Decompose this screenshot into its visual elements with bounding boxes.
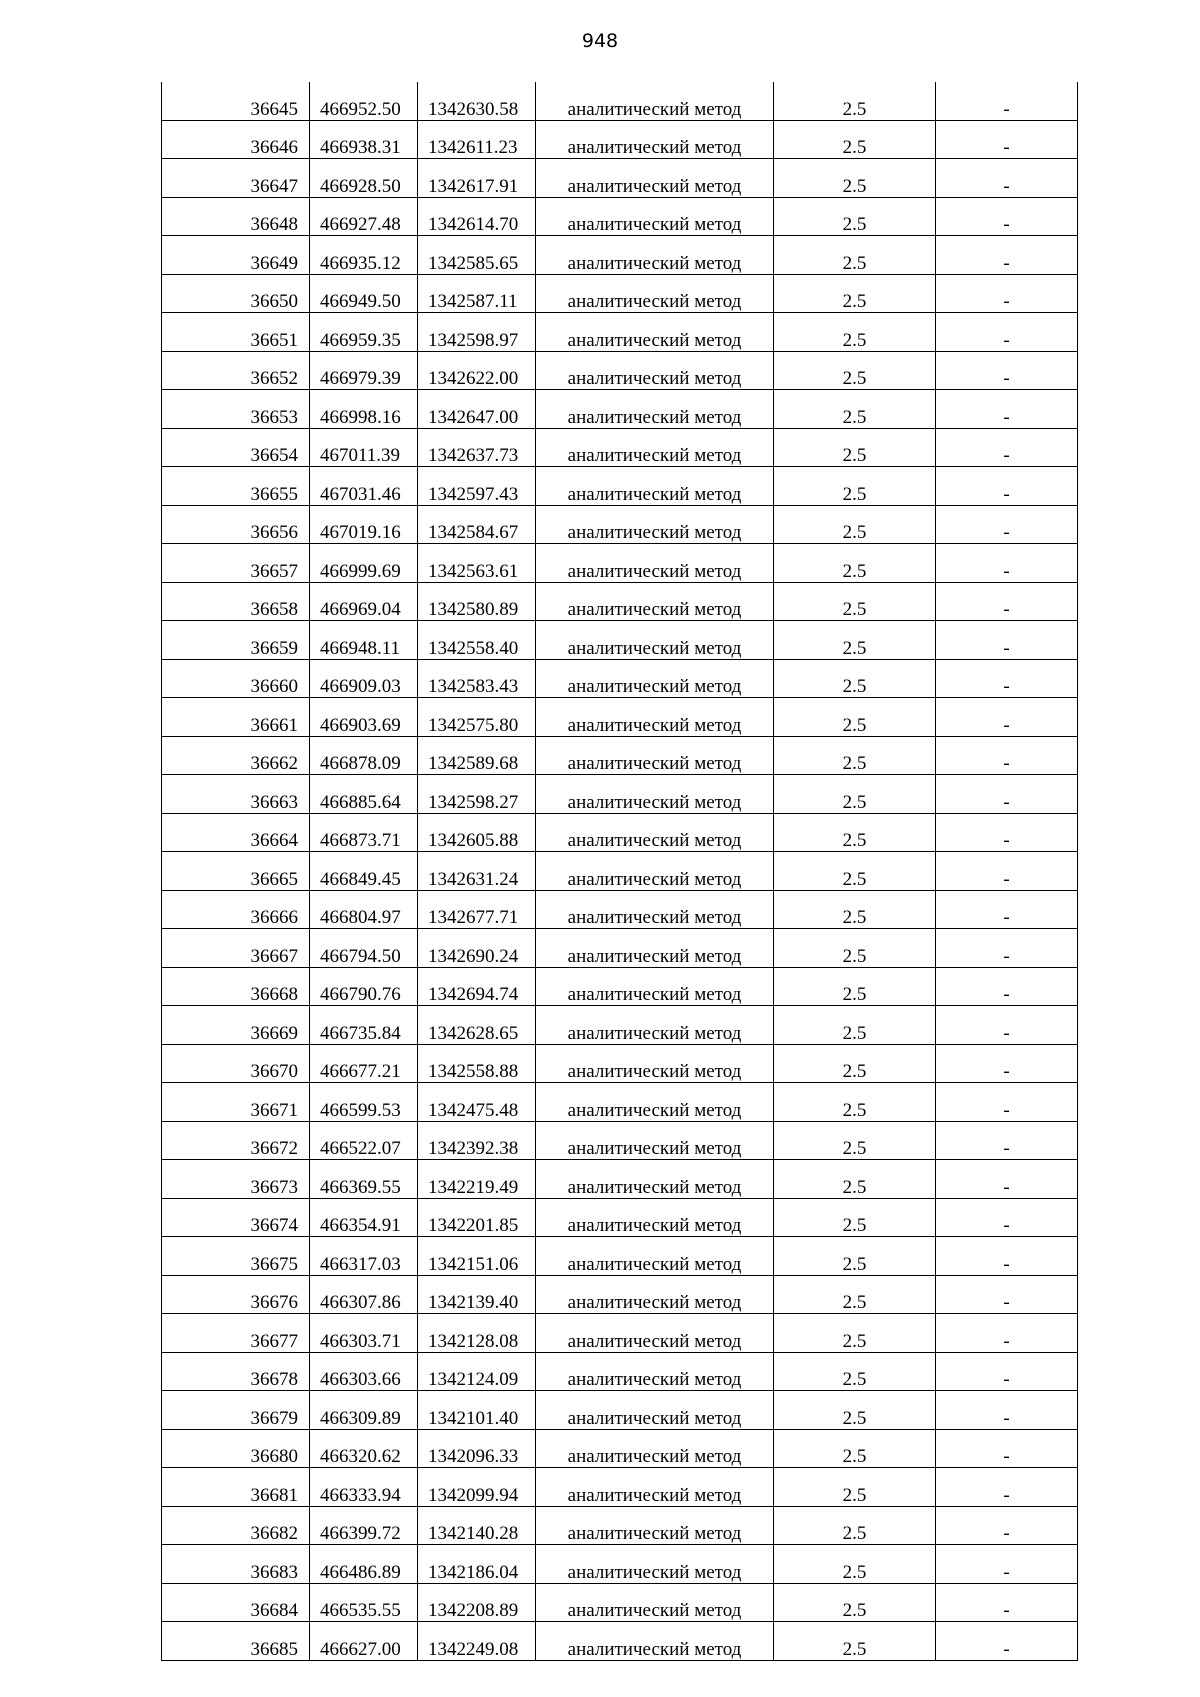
accuracy-cell: 2.5 <box>774 197 936 236</box>
table-row <box>162 428 1078 467</box>
table-row <box>162 967 1078 1006</box>
table-row <box>162 1468 1078 1507</box>
note-cell: - <box>936 582 1078 621</box>
point-number-cell: 36674 <box>162 1198 310 1237</box>
point-number-cell: 36675 <box>162 1237 310 1276</box>
accuracy-cell: 2.5 <box>774 1275 936 1314</box>
y-coordinate-cell: 1342637.73 <box>418 428 536 467</box>
y-coordinate-cell: 1342208.89 <box>418 1583 536 1622</box>
x-coordinate-cell: 466999.69 <box>310 544 418 583</box>
x-coordinate-cell: 466677.21 <box>310 1044 418 1083</box>
x-coordinate-cell: 466948.11 <box>310 621 418 660</box>
x-coordinate-cell: 467019.16 <box>310 505 418 544</box>
table-row <box>162 120 1078 159</box>
note-cell: - <box>936 505 1078 544</box>
note-cell: - <box>936 274 1078 313</box>
method-cell: аналитический метод <box>536 1275 774 1314</box>
table-row <box>162 621 1078 660</box>
x-coordinate-cell: 466303.71 <box>310 1314 418 1353</box>
point-number-cell: 36678 <box>162 1352 310 1391</box>
x-coordinate-cell: 467031.46 <box>310 467 418 506</box>
accuracy-cell: 2.5 <box>774 621 936 660</box>
y-coordinate-cell: 1342392.38 <box>418 1121 536 1160</box>
x-coordinate-cell: 466333.94 <box>310 1468 418 1507</box>
method-cell: аналитический метод <box>536 351 774 390</box>
x-coordinate-cell: 466303.66 <box>310 1352 418 1391</box>
note-cell: - <box>936 351 1078 390</box>
y-coordinate-cell: 1342598.27 <box>418 775 536 814</box>
point-number-cell: 36682 <box>162 1506 310 1545</box>
point-number-cell: 36683 <box>162 1545 310 1584</box>
table-row <box>162 313 1078 352</box>
x-coordinate-cell: 466535.55 <box>310 1583 418 1622</box>
note-cell: - <box>936 159 1078 198</box>
method-cell: аналитический метод <box>536 467 774 506</box>
accuracy-cell: 2.5 <box>774 1006 936 1045</box>
method-cell: аналитический метод <box>536 82 774 120</box>
x-coordinate-cell: 466354.91 <box>310 1198 418 1237</box>
point-number-cell: 36661 <box>162 698 310 737</box>
y-coordinate-cell: 1342124.09 <box>418 1352 536 1391</box>
table-row <box>162 1198 1078 1237</box>
method-cell: аналитический метод <box>536 1352 774 1391</box>
note-cell: - <box>936 736 1078 775</box>
point-number-cell: 36668 <box>162 967 310 1006</box>
point-number-cell: 36656 <box>162 505 310 544</box>
point-number-cell: 36658 <box>162 582 310 621</box>
table-row <box>162 736 1078 775</box>
table-row <box>162 775 1078 814</box>
accuracy-cell: 2.5 <box>774 236 936 275</box>
table-row <box>162 1275 1078 1314</box>
point-number-cell: 36654 <box>162 428 310 467</box>
x-coordinate-cell: 466790.76 <box>310 967 418 1006</box>
x-coordinate-cell: 466998.16 <box>310 390 418 429</box>
table-row <box>162 582 1078 621</box>
y-coordinate-cell: 1342694.74 <box>418 967 536 1006</box>
note-cell: - <box>936 621 1078 660</box>
accuracy-cell: 2.5 <box>774 929 936 968</box>
y-coordinate-cell: 1342201.85 <box>418 1198 536 1237</box>
y-coordinate-cell: 1342690.24 <box>418 929 536 968</box>
accuracy-cell: 2.5 <box>774 1622 936 1661</box>
method-cell: аналитический метод <box>536 544 774 583</box>
note-cell: - <box>936 1198 1078 1237</box>
x-coordinate-cell: 466627.00 <box>310 1622 418 1661</box>
method-cell: аналитический метод <box>536 1044 774 1083</box>
point-number-cell: 36673 <box>162 1160 310 1199</box>
point-number-cell: 36666 <box>162 890 310 929</box>
y-coordinate-cell: 1342575.80 <box>418 698 536 737</box>
x-coordinate-cell: 466804.97 <box>310 890 418 929</box>
table-row <box>162 929 1078 968</box>
point-number-cell: 36660 <box>162 659 310 698</box>
method-cell: аналитический метод <box>536 852 774 891</box>
y-coordinate-cell: 1342622.00 <box>418 351 536 390</box>
point-number-cell: 36650 <box>162 274 310 313</box>
table-row <box>162 1314 1078 1353</box>
point-number-cell: 36651 <box>162 313 310 352</box>
accuracy-cell: 2.5 <box>774 813 936 852</box>
x-coordinate-cell: 466903.69 <box>310 698 418 737</box>
method-cell: аналитический метод <box>536 582 774 621</box>
table-row <box>162 1083 1078 1122</box>
accuracy-cell: 2.5 <box>774 274 936 313</box>
note-cell: - <box>936 1583 1078 1622</box>
method-cell: аналитический метод <box>536 1198 774 1237</box>
accuracy-cell: 2.5 <box>774 159 936 198</box>
note-cell: - <box>936 1083 1078 1122</box>
method-cell: аналитический метод <box>536 120 774 159</box>
accuracy-cell: 2.5 <box>774 390 936 429</box>
method-cell: аналитический метод <box>536 505 774 544</box>
x-coordinate-cell: 466399.72 <box>310 1506 418 1545</box>
x-coordinate-cell: 466307.86 <box>310 1275 418 1314</box>
method-cell: аналитический метод <box>536 313 774 352</box>
method-cell: аналитический метод <box>536 390 774 429</box>
accuracy-cell: 2.5 <box>774 505 936 544</box>
table-row <box>162 159 1078 198</box>
x-coordinate-cell: 466486.89 <box>310 1545 418 1584</box>
point-number-cell: 36670 <box>162 1044 310 1083</box>
note-cell: - <box>936 1044 1078 1083</box>
x-coordinate-cell: 466320.62 <box>310 1429 418 1468</box>
note-cell: - <box>936 1160 1078 1199</box>
y-coordinate-cell: 1342096.33 <box>418 1429 536 1468</box>
point-number-cell: 36667 <box>162 929 310 968</box>
method-cell: аналитический метод <box>536 1545 774 1584</box>
x-coordinate-cell: 466309.89 <box>310 1391 418 1430</box>
table-row <box>162 467 1078 506</box>
accuracy-cell: 2.5 <box>774 582 936 621</box>
accuracy-cell: 2.5 <box>774 351 936 390</box>
table-row <box>162 82 1078 120</box>
note-cell: - <box>936 1237 1078 1276</box>
point-number-cell: 36681 <box>162 1468 310 1507</box>
table-row <box>162 1506 1078 1545</box>
y-coordinate-cell: 1342584.67 <box>418 505 536 544</box>
y-coordinate-cell: 1342128.08 <box>418 1314 536 1353</box>
note-cell: - <box>936 313 1078 352</box>
method-cell: аналитический метод <box>536 813 774 852</box>
note-cell: - <box>936 428 1078 467</box>
table-row <box>162 197 1078 236</box>
method-cell: аналитический метод <box>536 775 774 814</box>
accuracy-cell: 2.5 <box>774 313 936 352</box>
accuracy-cell: 2.5 <box>774 428 936 467</box>
table-row <box>162 274 1078 313</box>
x-coordinate-cell: 466959.35 <box>310 313 418 352</box>
note-cell: - <box>936 1121 1078 1160</box>
point-number-cell: 36679 <box>162 1391 310 1430</box>
note-cell: - <box>936 775 1078 814</box>
table-row <box>162 236 1078 275</box>
method-cell: аналитический метод <box>536 1006 774 1045</box>
x-coordinate-cell: 466794.50 <box>310 929 418 968</box>
method-cell: аналитический метод <box>536 1314 774 1353</box>
table-row <box>162 890 1078 929</box>
method-cell: аналитический метод <box>536 1468 774 1507</box>
y-coordinate-cell: 1342597.43 <box>418 467 536 506</box>
table-row <box>162 1044 1078 1083</box>
point-number-cell: 36657 <box>162 544 310 583</box>
note-cell: - <box>936 236 1078 275</box>
x-coordinate-cell: 467011.39 <box>310 428 418 467</box>
x-coordinate-cell: 466873.71 <box>310 813 418 852</box>
accuracy-cell: 2.5 <box>774 698 936 737</box>
y-coordinate-cell: 1342611.23 <box>418 120 536 159</box>
x-coordinate-cell: 466849.45 <box>310 852 418 891</box>
table-row <box>162 1352 1078 1391</box>
y-coordinate-cell: 1342186.04 <box>418 1545 536 1584</box>
table-row <box>162 659 1078 698</box>
point-number-cell: 36646 <box>162 120 310 159</box>
x-coordinate-cell: 466969.04 <box>310 582 418 621</box>
accuracy-cell: 2.5 <box>774 467 936 506</box>
method-cell: аналитический метод <box>536 1391 774 1430</box>
y-coordinate-cell: 1342598.97 <box>418 313 536 352</box>
note-cell: - <box>936 1314 1078 1353</box>
y-coordinate-cell: 1342101.40 <box>418 1391 536 1430</box>
note-cell: - <box>936 120 1078 159</box>
note-cell: - <box>936 659 1078 698</box>
table-row <box>162 390 1078 429</box>
y-coordinate-cell: 1342630.58 <box>418 82 536 120</box>
note-cell: - <box>936 1391 1078 1430</box>
table-row <box>162 351 1078 390</box>
y-coordinate-cell: 1342631.24 <box>418 852 536 891</box>
coordinates-table <box>161 82 1078 1661</box>
method-cell: аналитический метод <box>536 1083 774 1122</box>
y-coordinate-cell: 1342475.48 <box>418 1083 536 1122</box>
table-row <box>162 1237 1078 1276</box>
point-number-cell: 36685 <box>162 1622 310 1661</box>
y-coordinate-cell: 1342151.06 <box>418 1237 536 1276</box>
accuracy-cell: 2.5 <box>774 1391 936 1430</box>
accuracy-cell: 2.5 <box>774 1506 936 1545</box>
note-cell: - <box>936 890 1078 929</box>
page-number: 948 <box>581 30 619 52</box>
method-cell: аналитический метод <box>536 274 774 313</box>
note-cell: - <box>936 852 1078 891</box>
point-number-cell: 36664 <box>162 813 310 852</box>
x-coordinate-cell: 466952.50 <box>310 82 418 120</box>
method-cell: аналитический метод <box>536 159 774 198</box>
point-number-cell: 36676 <box>162 1275 310 1314</box>
point-number-cell: 36645 <box>162 82 310 120</box>
y-coordinate-cell: 1342587.11 <box>418 274 536 313</box>
note-cell: - <box>936 813 1078 852</box>
point-number-cell: 36647 <box>162 159 310 198</box>
method-cell: аналитический метод <box>536 890 774 929</box>
accuracy-cell: 2.5 <box>774 1237 936 1276</box>
table-row <box>162 1006 1078 1045</box>
y-coordinate-cell: 1342647.00 <box>418 390 536 429</box>
y-coordinate-cell: 1342628.65 <box>418 1006 536 1045</box>
method-cell: аналитический метод <box>536 197 774 236</box>
table-row <box>162 1583 1078 1622</box>
point-number-cell: 36653 <box>162 390 310 429</box>
note-cell: - <box>936 197 1078 236</box>
point-number-cell: 36669 <box>162 1006 310 1045</box>
point-number-cell: 36671 <box>162 1083 310 1122</box>
note-cell: - <box>936 1506 1078 1545</box>
accuracy-cell: 2.5 <box>774 1352 936 1391</box>
note-cell: - <box>936 1275 1078 1314</box>
accuracy-cell: 2.5 <box>774 736 936 775</box>
method-cell: аналитический метод <box>536 621 774 660</box>
table-row <box>162 1429 1078 1468</box>
note-cell: - <box>936 1429 1078 1468</box>
accuracy-cell: 2.5 <box>774 1545 936 1584</box>
x-coordinate-cell: 466885.64 <box>310 775 418 814</box>
accuracy-cell: 2.5 <box>774 1468 936 1507</box>
point-number-cell: 36672 <box>162 1121 310 1160</box>
y-coordinate-cell: 1342580.89 <box>418 582 536 621</box>
accuracy-cell: 2.5 <box>774 852 936 891</box>
x-coordinate-cell: 466909.03 <box>310 659 418 698</box>
x-coordinate-cell: 466927.48 <box>310 197 418 236</box>
note-cell: - <box>936 390 1078 429</box>
x-coordinate-cell: 466369.55 <box>310 1160 418 1199</box>
y-coordinate-cell: 1342140.28 <box>418 1506 536 1545</box>
x-coordinate-cell: 466949.50 <box>310 274 418 313</box>
note-cell: - <box>936 1468 1078 1507</box>
table-row <box>162 505 1078 544</box>
note-cell: - <box>936 1352 1078 1391</box>
accuracy-cell: 2.5 <box>774 775 936 814</box>
accuracy-cell: 2.5 <box>774 82 936 120</box>
y-coordinate-cell: 1342558.40 <box>418 621 536 660</box>
y-coordinate-cell: 1342563.61 <box>418 544 536 583</box>
x-coordinate-cell: 466935.12 <box>310 236 418 275</box>
note-cell: - <box>936 1545 1078 1584</box>
table-row <box>162 698 1078 737</box>
accuracy-cell: 2.5 <box>774 1121 936 1160</box>
y-coordinate-cell: 1342099.94 <box>418 1468 536 1507</box>
accuracy-cell: 2.5 <box>774 890 936 929</box>
accuracy-cell: 2.5 <box>774 544 936 583</box>
y-coordinate-cell: 1342605.88 <box>418 813 536 852</box>
point-number-cell: 36684 <box>162 1583 310 1622</box>
table-body <box>162 82 1078 1660</box>
note-cell: - <box>936 467 1078 506</box>
table-row <box>162 1622 1078 1661</box>
x-coordinate-cell: 466599.53 <box>310 1083 418 1122</box>
y-coordinate-cell: 1342583.43 <box>418 659 536 698</box>
method-cell: аналитический метод <box>536 236 774 275</box>
note-cell: - <box>936 82 1078 120</box>
method-cell: аналитический метод <box>536 1160 774 1199</box>
method-cell: аналитический метод <box>536 1121 774 1160</box>
table-row <box>162 813 1078 852</box>
note-cell: - <box>936 967 1078 1006</box>
y-coordinate-cell: 1342558.88 <box>418 1044 536 1083</box>
y-coordinate-cell: 1342139.40 <box>418 1275 536 1314</box>
accuracy-cell: 2.5 <box>774 1583 936 1622</box>
table-row <box>162 1391 1078 1430</box>
method-cell: аналитический метод <box>536 1622 774 1661</box>
y-coordinate-cell: 1342249.08 <box>418 1622 536 1661</box>
accuracy-cell: 2.5 <box>774 1044 936 1083</box>
y-coordinate-cell: 1342677.71 <box>418 890 536 929</box>
point-number-cell: 36677 <box>162 1314 310 1353</box>
point-number-cell: 36659 <box>162 621 310 660</box>
point-number-cell: 36655 <box>162 467 310 506</box>
y-coordinate-cell: 1342219.49 <box>418 1160 536 1199</box>
accuracy-cell: 2.5 <box>774 1198 936 1237</box>
note-cell: - <box>936 929 1078 968</box>
x-coordinate-cell: 466735.84 <box>310 1006 418 1045</box>
point-number-cell: 36649 <box>162 236 310 275</box>
method-cell: аналитический метод <box>536 659 774 698</box>
point-number-cell: 36680 <box>162 1429 310 1468</box>
method-cell: аналитический метод <box>536 1506 774 1545</box>
accuracy-cell: 2.5 <box>774 120 936 159</box>
note-cell: - <box>936 698 1078 737</box>
point-number-cell: 36665 <box>162 852 310 891</box>
accuracy-cell: 2.5 <box>774 967 936 1006</box>
table-row <box>162 1545 1078 1584</box>
method-cell: аналитический метод <box>536 1583 774 1622</box>
point-number-cell: 36663 <box>162 775 310 814</box>
method-cell: аналитический метод <box>536 1237 774 1276</box>
point-number-cell: 36662 <box>162 736 310 775</box>
point-number-cell: 36648 <box>162 197 310 236</box>
method-cell: аналитический метод <box>536 1429 774 1468</box>
x-coordinate-cell: 466878.09 <box>310 736 418 775</box>
method-cell: аналитический метод <box>536 736 774 775</box>
method-cell: аналитический метод <box>536 967 774 1006</box>
method-cell: аналитический метод <box>536 698 774 737</box>
x-coordinate-cell: 466928.50 <box>310 159 418 198</box>
y-coordinate-cell: 1342585.65 <box>418 236 536 275</box>
table-row <box>162 852 1078 891</box>
x-coordinate-cell: 466938.31 <box>310 120 418 159</box>
x-coordinate-cell: 466979.39 <box>310 351 418 390</box>
x-coordinate-cell: 466317.03 <box>310 1237 418 1276</box>
y-coordinate-cell: 1342617.91 <box>418 159 536 198</box>
y-coordinate-cell: 1342589.68 <box>418 736 536 775</box>
x-coordinate-cell: 466522.07 <box>310 1121 418 1160</box>
note-cell: - <box>936 1006 1078 1045</box>
table-row <box>162 1160 1078 1199</box>
accuracy-cell: 2.5 <box>774 659 936 698</box>
point-number-cell: 36652 <box>162 351 310 390</box>
accuracy-cell: 2.5 <box>774 1429 936 1468</box>
table-row <box>162 1121 1078 1160</box>
y-coordinate-cell: 1342614.70 <box>418 197 536 236</box>
accuracy-cell: 2.5 <box>774 1160 936 1199</box>
note-cell: - <box>936 1622 1078 1661</box>
accuracy-cell: 2.5 <box>774 1083 936 1122</box>
note-cell: - <box>936 544 1078 583</box>
accuracy-cell: 2.5 <box>774 1314 936 1353</box>
method-cell: аналитический метод <box>536 428 774 467</box>
table-row <box>162 544 1078 583</box>
method-cell: аналитический метод <box>536 929 774 968</box>
